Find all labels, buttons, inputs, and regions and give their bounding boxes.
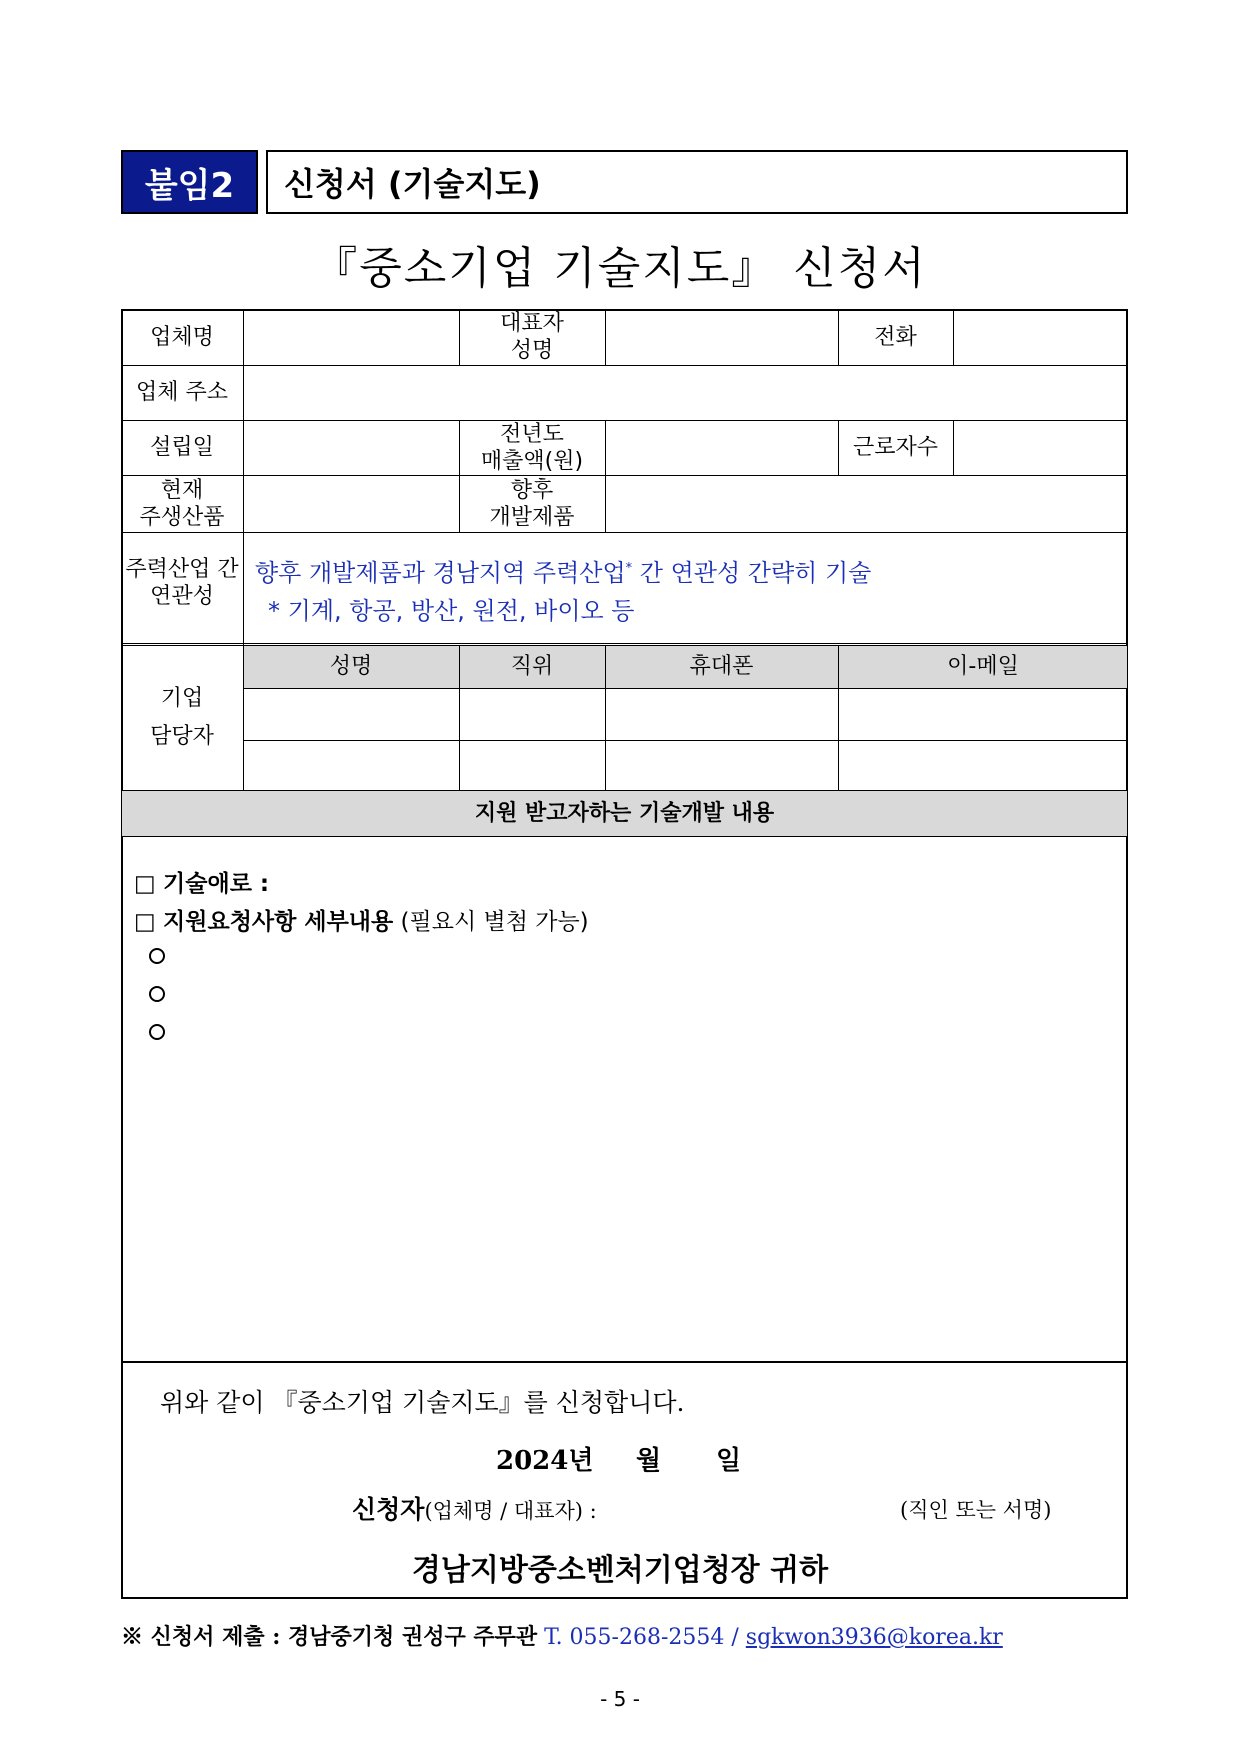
checkbox-icon[interactable]: □ [134, 871, 156, 897]
prev-sales-field[interactable] [605, 420, 838, 475]
addressee: 경남지방중소벤처기업청장 귀하 [411, 1553, 829, 1588]
checkbox-icon[interactable]: □ [134, 909, 156, 935]
industry-examples: * 기계, 항공, 방산, 원전, 바이오 등 [268, 597, 635, 625]
employees-label: 근로자수 [852, 435, 938, 460]
industry-label: 주력산업 간 연관성 [125, 557, 239, 609]
address-field[interactable] [243, 365, 1128, 420]
bullet-circle-icon [149, 948, 165, 964]
future-product-label: 향후 개발제품 [489, 477, 575, 530]
future-product-field[interactable] [605, 475, 1128, 532]
contact-2-name-field[interactable] [243, 740, 459, 790]
contact-email-link[interactable]: sgkwon3936@korea.kr [745, 1625, 1003, 1650]
contact-label: 기업 담당자 [150, 685, 214, 749]
prev-sales-label: 전년도 매출액(원) [480, 421, 584, 474]
current-product-label: 현재 주생산품 [139, 477, 225, 530]
contact-1-position-field[interactable] [459, 688, 605, 740]
contact-1-name-field[interactable] [243, 688, 459, 740]
phone-label: 전화 [874, 324, 917, 350]
contact-col-name: 성명 [329, 654, 373, 679]
company-name-field[interactable] [243, 309, 459, 365]
date-day: 일 [716, 1446, 742, 1476]
contact-1-email-field[interactable] [838, 688, 1128, 740]
date-month: 월 [636, 1446, 662, 1476]
seal-note: (직인 또는 서명) [900, 1498, 1052, 1522]
contact-phone: T. 055-268-2554 / [544, 1625, 739, 1650]
phone-field[interactable] [953, 309, 1128, 365]
ceo-name-field[interactable] [605, 309, 838, 365]
contact-2-position-field[interactable] [459, 740, 605, 790]
ceo-name-label: 대표자 성명 [500, 311, 564, 363]
support-detail-line[interactable]: □ 지원요청사항 세부내용 (필요시 별첨 가능) [134, 909, 589, 935]
contact-1-mobile-field[interactable] [605, 688, 838, 740]
employees-field[interactable] [953, 420, 1128, 475]
bullet-circle-icon [149, 1024, 165, 1040]
current-product-field[interactable] [243, 475, 459, 532]
contact-col-position: 직위 [510, 654, 554, 679]
founded-field[interactable] [243, 420, 459, 475]
submission-footnote: ※ 신청서 제출 : 경남중기청 권성구 주무관 T. 055-268-2554 / sgkwon3936@korea.kr [121, 1624, 1003, 1650]
contact-2-email-field[interactable] [838, 740, 1128, 790]
contact-col-email: 이-메일 [947, 654, 1019, 679]
support-section-title: 지원 받고자하는 기술개발 내용 [474, 800, 775, 826]
contact-2-mobile-field[interactable] [605, 740, 838, 790]
page-title: 『중소기업 기술지도』 신청서 [313, 243, 927, 294]
date-year: 2024년 [496, 1446, 594, 1476]
contact-col-mobile: 휴대폰 [689, 654, 754, 679]
industry-hint: 향후 개발제품과 경남지역 주력산업* 간 연관성 간략히 기술 [255, 559, 872, 587]
founded-label: 설립일 [150, 435, 214, 460]
applicant-line: 신청자(업체명 / 대표자) : [352, 1495, 597, 1524]
bullet-circle-icon [149, 986, 165, 1002]
declaration-text: 위와 같이 『중소기업 기술지도』를 신청합니다. [160, 1388, 685, 1417]
page-number: - 5 - [600, 1687, 640, 1711]
section-title: 신청서 (기술지도) [266, 150, 1128, 214]
company-name-label: 업체명 [150, 324, 214, 350]
address-label: 업체 주소 [135, 380, 228, 405]
attachment-badge: 붙임2 [121, 150, 258, 214]
tech-difficulty-line[interactable]: □ 기술애로 : [134, 871, 270, 897]
